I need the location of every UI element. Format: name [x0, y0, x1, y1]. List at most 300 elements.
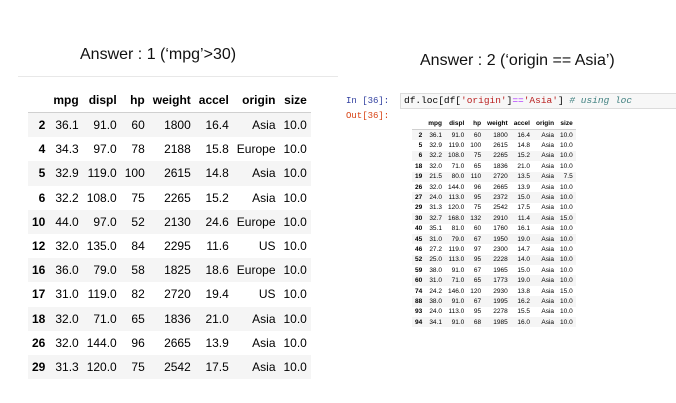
table-cell: 15.2: [205, 190, 229, 205]
row-index: 88: [415, 297, 423, 305]
column-header: accel: [513, 119, 530, 127]
table-cell: 2300: [493, 245, 508, 253]
table-cell: 10.0: [560, 308, 573, 316]
table-row: [28, 258, 311, 282]
table-cell: 2910: [493, 214, 508, 222]
table-cell: 36.0: [55, 263, 79, 278]
table-cell: 44.0: [55, 214, 79, 229]
table-cell: 71.0: [93, 311, 117, 326]
table-row: [28, 331, 311, 355]
table-cell: 10.0: [560, 152, 573, 160]
table-cell: 67: [473, 266, 482, 274]
table-cell: 15.5: [517, 308, 530, 316]
table-cell: 31.3: [55, 359, 79, 374]
table-cell: 15.0: [560, 287, 573, 295]
table-cell: 113.0: [448, 308, 465, 316]
table-cell: 2265: [493, 152, 508, 160]
table-cell: 60: [473, 131, 482, 139]
table-row: [412, 234, 576, 244]
table-cell: 10.0: [560, 235, 573, 243]
code-operator: ==: [512, 95, 524, 106]
row-index: 26: [415, 183, 423, 191]
table-cell: 17.5: [205, 359, 229, 374]
table-cell: US: [258, 287, 276, 302]
answer-2-title: Answer : 2 (‘origin == Asia’): [420, 52, 615, 69]
table-cell: 10.0: [560, 256, 573, 264]
table-cell: 1950: [493, 235, 508, 243]
table-cell: 18.6: [205, 263, 229, 278]
column-header: accel: [198, 93, 229, 107]
table-cell: 2665: [164, 335, 191, 350]
table-row: [412, 213, 576, 223]
table-cell: 58: [131, 263, 145, 278]
table-cell: 1800: [164, 118, 191, 133]
table-cell: 120: [470, 287, 482, 295]
table-cell: 75: [131, 190, 145, 205]
code-token: df.loc[df[: [404, 95, 462, 106]
table-cell: 100: [470, 142, 482, 150]
table-cell: 120.0: [447, 204, 465, 212]
column-header: weight: [487, 119, 508, 127]
table-cell: 31.3: [429, 204, 442, 212]
table-cell: 75: [473, 204, 482, 212]
table-cell: Asia: [252, 190, 276, 205]
answer-2-panel: [340, 0, 676, 403]
table-cell: 16.0: [517, 318, 530, 326]
table-cell: 144.0: [447, 183, 465, 191]
table-cell: 108.0: [447, 152, 465, 160]
table-cell: Asia: [541, 131, 555, 139]
table-cell: 91.0: [451, 266, 465, 274]
table-cell: Asia: [541, 287, 555, 295]
table-cell: 2615: [164, 166, 191, 181]
table-cell: 10.0: [283, 263, 307, 278]
answer-2-dataframe: [412, 117, 576, 327]
table-cell: 16.2: [517, 297, 530, 305]
table-cell: Asia: [541, 214, 555, 222]
table-cell: 91.0: [451, 318, 465, 326]
table-cell: 21.0: [517, 162, 530, 170]
row-index: 59: [415, 266, 423, 274]
table-cell: 168.0: [447, 214, 465, 222]
column-header: displ: [449, 119, 465, 127]
answer-1-panel: [18, 0, 338, 403]
table-cell: 10.0: [283, 190, 307, 205]
table-cell: 16.4: [205, 118, 229, 133]
table-cell: 10.0: [560, 245, 573, 253]
table-cell: 91.0: [93, 118, 117, 133]
table-cell: 16.1: [517, 225, 530, 233]
table-cell: 97.0: [93, 142, 117, 157]
column-header: hp: [130, 93, 145, 107]
column-header: size: [284, 93, 307, 107]
table-cell: Asia: [541, 225, 555, 233]
table-cell: 10.0: [560, 204, 573, 212]
table-cell: Asia: [541, 152, 555, 160]
table-cell: 27.2: [429, 245, 442, 253]
row-index: 4: [38, 142, 46, 157]
table-cell: 2372: [493, 194, 508, 202]
table-cell: Asia: [252, 118, 276, 133]
table-cell: 35.1: [429, 225, 442, 233]
table-cell: 2130: [164, 214, 191, 229]
table-cell: 7.5: [563, 173, 573, 181]
row-index: 2: [418, 131, 423, 139]
column-header: hp: [473, 119, 482, 127]
table-cell: 1760: [493, 225, 508, 233]
column-header: origin: [242, 93, 276, 107]
table-cell: 15.2: [517, 152, 530, 160]
table-cell: Asia: [252, 311, 276, 326]
table-cell: 95: [473, 256, 482, 264]
code-token: ]: [557, 95, 570, 106]
table-cell: 78: [131, 142, 145, 157]
table-cell: 1965: [493, 266, 508, 274]
table-cell: 24.0: [429, 194, 442, 202]
table-cell: 16.4: [517, 131, 530, 139]
table-row: [412, 203, 576, 213]
table-cell: 32.0: [55, 335, 79, 350]
column-header: mpg: [53, 93, 79, 107]
table-cell: Asia: [541, 162, 555, 170]
table-cell: 38.0: [429, 266, 442, 274]
table-cell: 21.5: [429, 173, 442, 181]
table-cell: Asia: [541, 173, 555, 181]
row-index: 5: [38, 166, 46, 181]
table-cell: 60: [473, 225, 482, 233]
table-cell: 24.2: [429, 287, 442, 295]
table-cell: Asia: [541, 204, 555, 212]
table-cell: 10.0: [560, 142, 573, 150]
table-row: [412, 317, 576, 327]
table-cell: 13.5: [517, 173, 530, 181]
row-index: 30: [415, 214, 423, 222]
row-index: 40: [415, 225, 423, 233]
table-cell: 10.0: [560, 318, 573, 326]
table-cell: 32.9: [429, 142, 442, 150]
table-cell: 79.0: [451, 235, 465, 243]
table-cell: 67: [473, 235, 482, 243]
table-cell: 2665: [493, 183, 508, 191]
table-cell: 10.0: [283, 287, 307, 302]
row-index: 17: [32, 287, 46, 302]
table-header-row: [412, 117, 576, 130]
table-cell: 95: [473, 308, 482, 316]
table-cell: 15.0: [517, 266, 530, 274]
table-cell: 10.0: [560, 194, 573, 202]
table-cell: Asia: [252, 359, 276, 374]
row-index: 6: [38, 190, 46, 205]
table-cell: 10.0: [283, 142, 307, 157]
table-cell: 120.0: [86, 359, 117, 374]
row-index: 18: [32, 311, 46, 326]
table-cell: 2930: [493, 287, 508, 295]
table-row: [412, 182, 576, 192]
row-index: 74: [415, 287, 423, 295]
table-cell: 2615: [493, 142, 508, 150]
table-cell: 75: [131, 359, 145, 374]
table-cell: 10.0: [283, 359, 307, 374]
table-cell: 75: [473, 152, 482, 160]
table-cell: 10.0: [283, 335, 307, 350]
table-cell: 2542: [164, 359, 191, 374]
table-cell: Asia: [541, 256, 555, 264]
table-cell: 10.0: [560, 297, 573, 305]
table-cell: 65: [131, 311, 145, 326]
column-header: mpg: [428, 119, 442, 127]
table-cell: 14.7: [517, 245, 530, 253]
table-cell: 11.4: [517, 214, 530, 222]
row-index: 19: [415, 173, 423, 181]
table-row: [412, 286, 576, 296]
table-cell: 81.0: [451, 225, 465, 233]
table-cell: 10.0: [560, 183, 573, 191]
table-cell: 65: [473, 277, 482, 285]
table-cell: 21.0: [205, 311, 229, 326]
column-header: size: [560, 119, 573, 127]
table-row: [28, 137, 311, 161]
column-header: weight: [152, 93, 191, 107]
table-cell: Asia: [541, 245, 555, 253]
table-cell: 82: [131, 287, 145, 302]
table-body: [412, 130, 576, 328]
row-index: 16: [32, 263, 46, 278]
table-row: [412, 192, 576, 202]
table-cell: 24.6: [205, 214, 229, 229]
table-cell: 32.2: [55, 190, 79, 205]
row-index: 60: [415, 277, 423, 285]
table-cell: Asia: [541, 183, 555, 191]
column-header: displ: [88, 93, 117, 107]
code-string: 'origin': [461, 95, 507, 106]
table-cell: 1985: [493, 318, 508, 326]
table-cell: 65: [473, 162, 482, 170]
table-cell: 1825: [164, 263, 191, 278]
table-cell: 19.0: [517, 277, 530, 285]
code-string: 'Asia': [523, 95, 558, 106]
table-cell: 146.0: [447, 287, 465, 295]
table-row: [28, 161, 311, 185]
table-row: [412, 296, 576, 306]
table-cell: 25.0: [429, 256, 442, 264]
table-cell: 11.6: [206, 239, 229, 254]
table-cell: 36.1: [429, 131, 442, 139]
index-header: [28, 88, 49, 113]
table-body: [28, 113, 311, 380]
table-cell: 10.0: [283, 311, 307, 326]
row-index: 27: [415, 194, 423, 202]
table-cell: 113.0: [448, 256, 465, 264]
table-cell: 10.0: [560, 162, 573, 170]
table-cell: 13.9: [205, 335, 229, 350]
row-index: 29: [32, 359, 46, 374]
table-cell: 119.0: [448, 245, 465, 253]
table-cell: 10.0: [560, 266, 573, 274]
table-cell: 97.0: [93, 214, 117, 229]
table-cell: 13.9: [517, 183, 530, 191]
table-cell: Asia: [541, 266, 555, 274]
table-cell: Asia: [541, 194, 555, 202]
table-cell: Asia: [541, 142, 555, 150]
code-comment: # using loc: [569, 95, 633, 106]
table-cell: 95: [473, 194, 482, 202]
table-cell: Asia: [541, 277, 555, 285]
table-cell: 19.0: [517, 235, 530, 243]
table-cell: 14.0: [517, 256, 530, 264]
table-header-row: [28, 88, 311, 113]
row-index: 45: [415, 235, 423, 243]
table-cell: Asia: [252, 335, 276, 350]
row-index: 46: [415, 245, 423, 253]
row-index: 10: [32, 214, 46, 229]
answer-1-title: Answer : 1 (‘mpg’>30): [80, 46, 237, 63]
table-cell: 17.5: [517, 204, 530, 212]
row-index: 6: [418, 152, 423, 160]
table-cell: 71.0: [451, 162, 465, 170]
index-header: [412, 117, 425, 130]
table-cell: Europe: [236, 214, 276, 229]
table-row: [28, 307, 311, 331]
table-cell: Asia: [541, 235, 555, 243]
row-index: 93: [415, 308, 423, 316]
table-cell: 1995: [493, 297, 508, 305]
input-prompt: In [36]:: [346, 96, 390, 106]
table-cell: 135.0: [86, 239, 117, 254]
table-cell: 108.0: [86, 190, 117, 205]
table-cell: 67: [473, 297, 482, 305]
table-row: [412, 224, 576, 234]
table-row: [28, 355, 311, 379]
table-cell: 10.0: [560, 277, 573, 285]
table-cell: 2188: [164, 142, 191, 157]
table-cell: 96: [473, 183, 482, 191]
output-prompt: Out[36]:: [346, 111, 390, 121]
table-row: [412, 172, 576, 182]
table-cell: 19.4: [205, 287, 229, 302]
code-token: ]: [506, 95, 513, 106]
table-cell: 34.1: [429, 318, 442, 326]
table-cell: 1836: [493, 162, 508, 170]
table-cell: 60: [131, 118, 145, 133]
table-cell: 38.0: [429, 297, 442, 305]
table-row: [28, 234, 311, 258]
table-cell: 80.0: [451, 173, 465, 181]
row-index: 18: [415, 162, 423, 170]
table-cell: Asia: [541, 308, 555, 316]
table-row: [412, 130, 576, 141]
table-cell: 1773: [493, 277, 508, 285]
table-cell: 2228: [493, 256, 508, 264]
table-cell: 32.0: [55, 239, 79, 254]
table-row: [412, 161, 576, 171]
table-cell: 31.0: [429, 235, 442, 243]
table-cell: US: [258, 239, 276, 254]
table-cell: 1800: [493, 131, 508, 139]
table-cell: 144.0: [86, 335, 117, 350]
table-cell: 91.0: [451, 297, 465, 305]
code-cell[interactable]: [400, 93, 676, 109]
table-cell: 97: [473, 245, 482, 253]
table-row: [412, 307, 576, 317]
table-cell: 2278: [493, 308, 508, 316]
table-row: [412, 244, 576, 254]
table-row: [412, 140, 576, 150]
row-index: 29: [415, 204, 423, 212]
table-cell: 10.0: [283, 166, 307, 181]
divider: [18, 76, 338, 77]
table-cell: 32.0: [55, 311, 79, 326]
table-cell: 24.0: [429, 308, 442, 316]
table-cell: 113.0: [448, 194, 465, 202]
table-cell: 52: [131, 214, 145, 229]
table-row: [412, 265, 576, 275]
table-cell: 2542: [493, 204, 508, 212]
table-cell: 96: [131, 335, 145, 350]
table-cell: 14.8: [517, 142, 530, 150]
table-row: [28, 282, 311, 306]
table-row: [412, 275, 576, 285]
table-cell: 32.7: [429, 214, 442, 222]
column-header: origin: [535, 119, 555, 127]
table-cell: 15.0: [517, 194, 530, 202]
row-index: 26: [32, 335, 46, 350]
table-cell: 36.1: [55, 118, 79, 133]
table-cell: 10.0: [560, 225, 573, 233]
table-cell: 84: [131, 239, 145, 254]
table-row: [412, 151, 576, 161]
table-row: [28, 113, 311, 138]
table-cell: 13.8: [517, 287, 530, 295]
table-cell: 110: [470, 173, 482, 181]
table-cell: 68: [473, 318, 482, 326]
table-cell: 15.0: [560, 214, 573, 222]
table-cell: 79.0: [93, 263, 117, 278]
table-row: [28, 186, 311, 210]
row-index: 2: [38, 118, 46, 133]
row-index: 5: [418, 142, 423, 150]
table-cell: 119.0: [448, 142, 465, 150]
table-cell: 91.0: [451, 131, 465, 139]
table-cell: 2265: [164, 190, 191, 205]
table-cell: 2720: [164, 287, 191, 302]
table-cell: 1836: [164, 311, 191, 326]
table-cell: 15.8: [205, 142, 229, 157]
table-cell: 14.8: [205, 166, 229, 181]
row-index: 12: [32, 239, 46, 254]
table-cell: 2720: [493, 173, 508, 181]
table-cell: 10.0: [283, 214, 307, 229]
row-index: 52: [415, 256, 423, 264]
answer-1-dataframe: [28, 88, 311, 379]
table-cell: 34.3: [55, 142, 79, 157]
table-cell: 32.0: [429, 183, 442, 191]
table-cell: 10.0: [283, 118, 307, 133]
table-cell: 32.2: [429, 152, 442, 160]
table-cell: 10.0: [560, 131, 573, 139]
table-cell: 132: [470, 214, 482, 222]
row-index: 94: [415, 318, 423, 326]
table-cell: 2295: [164, 239, 191, 254]
table-cell: 10.0: [283, 239, 307, 254]
table-cell: 32.0: [429, 162, 442, 170]
table-cell: 119.0: [87, 287, 117, 302]
table-cell: 100: [124, 166, 145, 181]
table-cell: 119.0: [87, 166, 117, 181]
table-cell: Europe: [236, 142, 276, 157]
table-cell: 31.0: [55, 287, 79, 302]
table-cell: Europe: [236, 263, 276, 278]
table-cell: Asia: [541, 318, 555, 326]
